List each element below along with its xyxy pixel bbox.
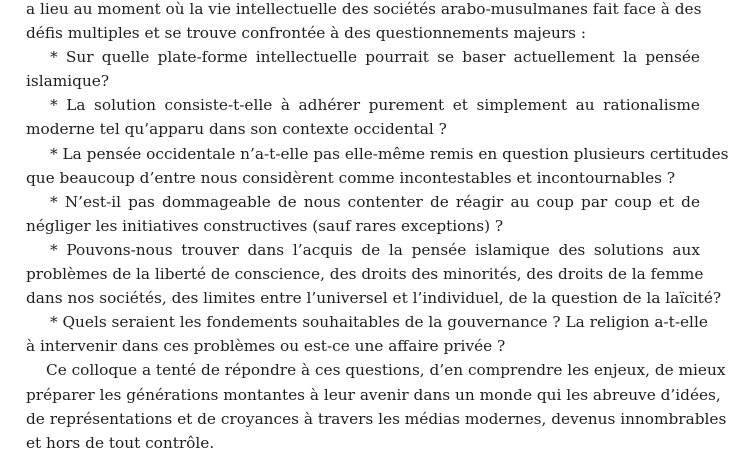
text-line: négliger les initiatives constructives (sauf rares exceptions) ? — [26, 216, 504, 235]
text-line: islamique? — [26, 72, 110, 91]
paragraph-first-line: Ce colloque a tenté de répondre à ces questions, d’en comprendre les enjeux, de mieux — [46, 361, 726, 380]
bullet-question-line: * Pouvons-nous trouver dans l’acquis de la pensée islamique des solutions aux — [50, 240, 700, 259]
text-line: dans nos sociétés, des limites entre l’universel et l’individuel, de la question de la laïcité? — [26, 289, 722, 308]
text-line: préparer les générations montantes à leur avenir dans un monde qui les abreuve d’idées, — [26, 385, 721, 404]
document-page — [26, 0, 729, 455]
text-line: de représentations et de croyances à travers les médias modernes, devenus innombrables — [26, 409, 727, 428]
text-line: et hors de tout contrôle. — [26, 433, 215, 452]
text-line: moderne tel qu’apparu dans son contexte occidental ? — [26, 120, 447, 139]
text-line: problèmes de la liberté de conscience, des droits des minorités, des droits de la femme — [26, 265, 704, 284]
bullet-question-line: * Sur quelle plate-forme intellectuelle pourrait se baser actuellement la pensée — [50, 48, 700, 67]
text-line: a lieu au moment où la vie intellectuelle des sociétés arabo-musulmanes fait face à des — [26, 0, 702, 18]
bullet-question-line: * N’est-il pas dommageable de nous contenter de réagir au coup par coup et de — [50, 192, 700, 211]
bullet-question-line: * La solution consiste-t-elle à adhérer purement et simplement au rationalisme — [50, 96, 700, 115]
text-line: que beaucoup d’entre nous considèrent comme incontestables et incontournables ? — [26, 168, 676, 187]
bullet-question-line: * La pensée occidentale n’a-t-elle pas elle-même remis en question plusieurs certitudes — [50, 144, 729, 163]
text-line: défis multiples et se trouve confrontée à des questionnements majeurs : — [26, 24, 586, 43]
bullet-question-line: * Quels seraient les fondements souhaitables de la gouvernance ? La religion a-t-elle — [50, 313, 708, 332]
text-line: à intervenir dans ces problèmes ou est-ce une affaire privée ? — [26, 337, 506, 356]
